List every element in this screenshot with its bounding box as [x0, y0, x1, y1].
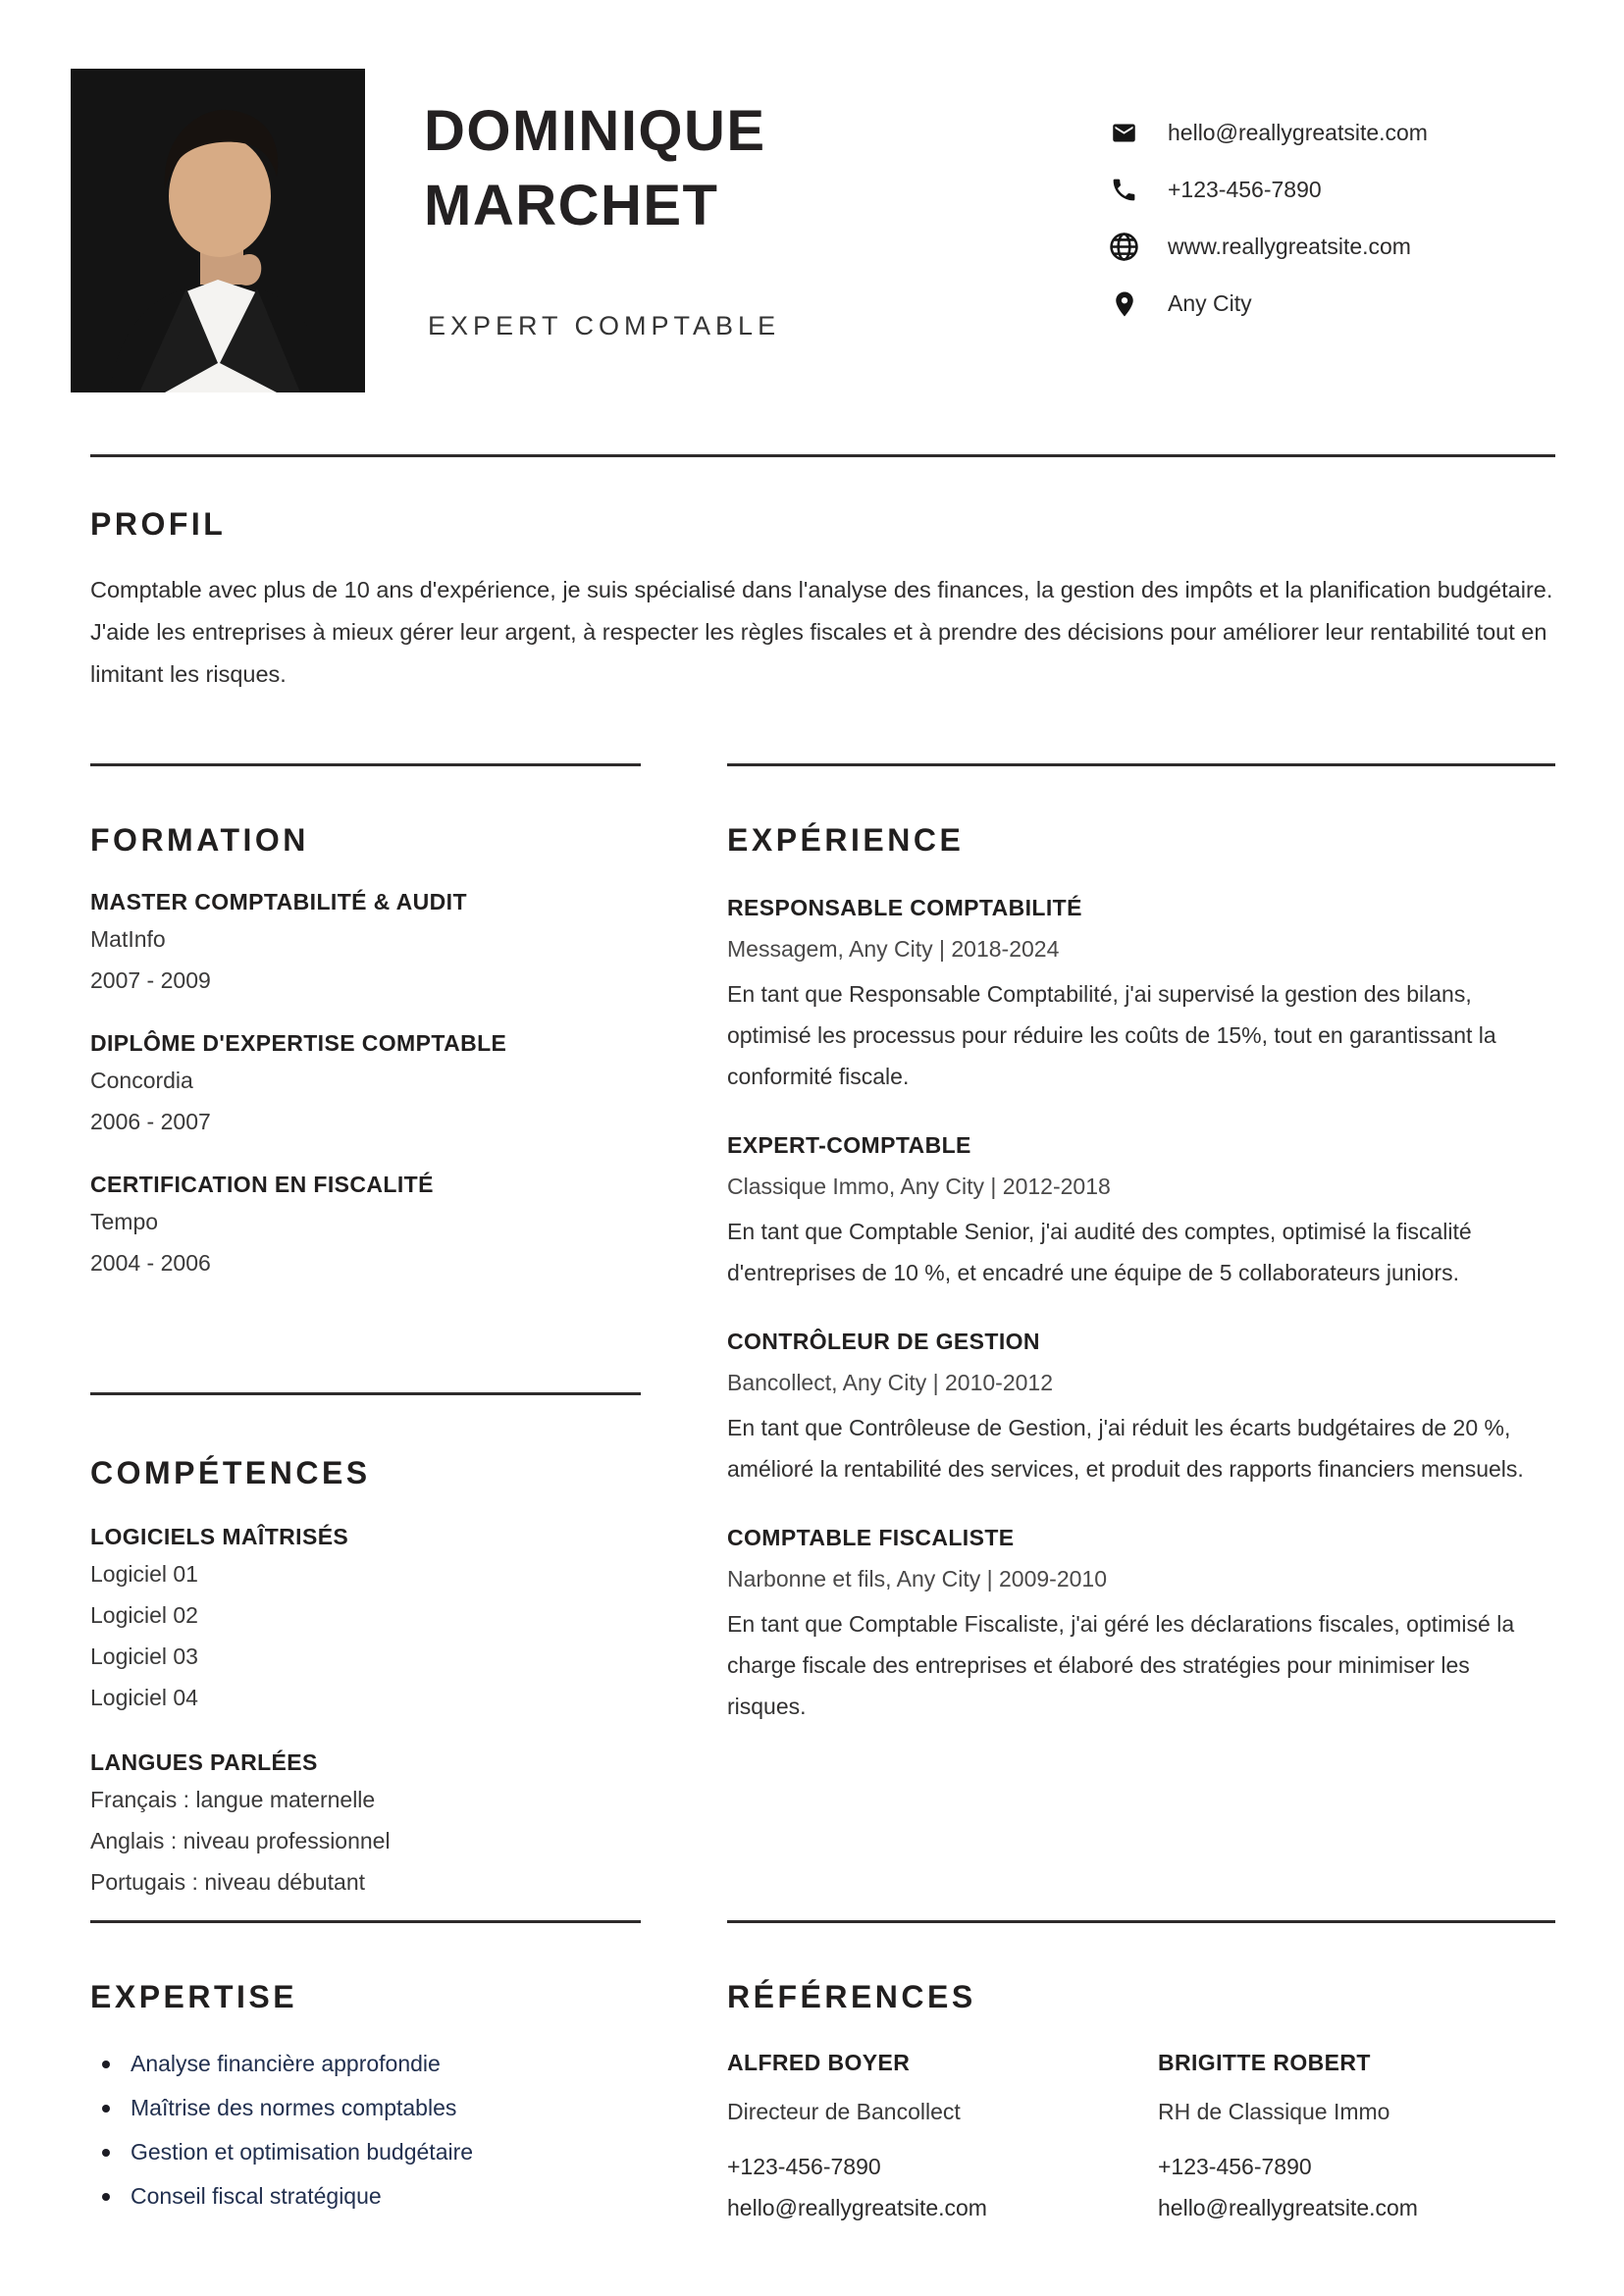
competence-item: Logiciel 04	[90, 1685, 198, 1710]
email-icon	[1107, 116, 1141, 150]
job-title: RESPONSABLE COMPTABILITÉ	[727, 895, 1082, 920]
contact-location: Any City	[1168, 290, 1252, 316]
reference-person	[727, 2046, 1158, 2224]
profil-paragraph: Comptable avec plus de 10 ans d'expérience, je suis spécialisé dans l'analyse des finances, la gestion des impôts et la planification budgétaire. J'aide les entreprises à mieux gérer leur argent, à respecter les règles fiscales et à prendre des décisions pour améliorer leur rentabilité tout en limitant les risques.	[90, 577, 1553, 687]
job-description: En tant que Comptable Fiscaliste, j'ai géré les déclarations fiscales, optimisé la charge fiscale des entreprises et élaboré des stratégies pour minimiser les risques.	[727, 1611, 1515, 1719]
reference-phone: +123-456-7890	[727, 2154, 881, 2179]
expertise-list	[90, 2042, 641, 2218]
section-heading-references: RÉFÉRENCES	[727, 1979, 976, 2014]
section-heading-expertise: EXPERTISE	[90, 1979, 298, 2014]
name-line-2: MARCHET	[424, 174, 719, 237]
contact-email: hello@reallygreatsite.com	[1168, 120, 1428, 145]
competence-item: Logiciel 01	[90, 1561, 198, 1587]
section-heading-formation: FORMATION	[90, 822, 309, 858]
formation-years: 2007 - 2009	[90, 967, 211, 993]
references-grid	[727, 2046, 1555, 2224]
formation-title: MASTER COMPTABILITÉ & AUDIT	[90, 889, 467, 914]
job-meta: Messagem, Any City | 2018-2024	[727, 936, 1060, 962]
reference-phone: +123-456-7890	[1158, 2154, 1312, 2179]
competence-item: Anglais : niveau professionnel	[90, 1828, 391, 1853]
experience-job	[727, 1128, 1555, 1293]
competences-group-logiciels	[90, 1520, 641, 1718]
experience-job	[727, 891, 1555, 1097]
formation-entry	[90, 885, 641, 1001]
contact-row-phone	[1107, 173, 1558, 207]
contact-row-email	[1107, 116, 1558, 150]
job-meta: Narbonne et fils, Any City | 2009-2010	[727, 1566, 1107, 1592]
reference-person	[1158, 2046, 1555, 2224]
reference-email: hello@reallygreatsite.com	[727, 2195, 987, 2220]
experience-job	[727, 1325, 1555, 1489]
job-description: En tant que Comptable Senior, j'ai audité des comptes, optimisé la fiscalité d'entreprises de 10 %, et encadré une équipe de 5 collaborateurs juniors.	[727, 1219, 1472, 1285]
candidate-job-title: EXPERT COMPTABLE	[428, 311, 781, 340]
section-references	[727, 1920, 1555, 2224]
competence-item: Logiciel 03	[90, 1644, 198, 1669]
contact-website: www.reallygreatsite.com	[1168, 234, 1411, 259]
expertise-item: Gestion et optimisation budgétaire	[90, 2130, 641, 2174]
job-title: COMPTABLE FISCALISTE	[727, 1525, 1015, 1550]
contact-block	[1107, 116, 1558, 343]
job-description: En tant que Contrôleuse de Gestion, j'ai réduit les écarts budgétaires de 20 %, amélioré la rentabilité des services, et produit des rapports financiers mensuels.	[727, 1415, 1524, 1482]
formation-entry	[90, 1168, 641, 1283]
reference-email: hello@reallygreatsite.com	[1158, 2195, 1418, 2220]
reference-role: Directeur de Bancollect	[727, 2099, 961, 2124]
header-divider	[90, 454, 1555, 457]
candidate-name	[424, 94, 766, 243]
contact-phone: +123-456-7890	[1168, 177, 1322, 202]
job-meta: Classique Immo, Any City | 2012-2018	[727, 1174, 1111, 1199]
competences-group-langues	[90, 1746, 641, 1903]
formation-org: MatInfo	[90, 926, 166, 952]
formation-entry	[90, 1026, 641, 1142]
contact-row-website	[1107, 230, 1558, 264]
competence-item: Logiciel 02	[90, 1602, 198, 1628]
portrait-illustration	[71, 69, 365, 392]
section-competences	[90, 1392, 641, 1903]
section-heading-competences: COMPÉTENCES	[90, 1455, 371, 1490]
expertise-item: Conseil fiscal stratégique	[90, 2174, 641, 2218]
competence-item: Français : langue maternelle	[90, 1787, 376, 1812]
competence-item: Portugais : niveau débutant	[90, 1869, 366, 1895]
formation-years: 2004 - 2006	[90, 1250, 211, 1276]
section-heading-experience: EXPÉRIENCE	[727, 822, 965, 858]
formation-years: 2006 - 2007	[90, 1109, 211, 1134]
competences-group-title: LOGICIELS MAÎTRISÉS	[90, 1524, 349, 1549]
formation-title: DIPLÔME D'EXPERTISE COMPTABLE	[90, 1030, 507, 1056]
section-expertise	[90, 1920, 641, 2218]
section-formation	[90, 763, 641, 1283]
globe-icon	[1107, 230, 1141, 264]
reference-name: BRIGITTE ROBERT	[1158, 2050, 1371, 2075]
expertise-item: Maîtrise des normes comptables	[90, 2086, 641, 2130]
main-columns	[90, 763, 1555, 2296]
section-experience	[727, 763, 1555, 1727]
job-title: EXPERT-COMPTABLE	[727, 1132, 971, 1158]
reference-name: ALFRED BOYER	[727, 2050, 911, 2075]
formation-org: Tempo	[90, 1209, 159, 1234]
phone-icon	[1107, 173, 1141, 207]
formation-title: CERTIFICATION EN FISCALITÉ	[90, 1172, 434, 1197]
contact-row-location	[1107, 287, 1558, 321]
profile-photo	[71, 69, 365, 392]
expertise-item: Analyse financière approfondie	[90, 2042, 641, 2086]
job-title: CONTRÔLEUR DE GESTION	[727, 1329, 1040, 1354]
competences-group-title: LANGUES PARLÉES	[90, 1749, 318, 1775]
location-pin-icon	[1107, 287, 1141, 321]
formation-org: Concordia	[90, 1068, 193, 1093]
experience-job	[727, 1521, 1555, 1727]
reference-role: RH de Classique Immo	[1158, 2099, 1390, 2124]
name-line-1: DOMINIQUE	[424, 99, 766, 163]
job-meta: Bancollect, Any City | 2010-2012	[727, 1370, 1054, 1395]
job-description: En tant que Responsable Comptabilité, j'ai supervisé la gestion des bilans, optimisé les processus pour réduire les coûts de 15%, tout en garantissant la conformité fiscale.	[727, 981, 1496, 1089]
section-heading-profil: PROFIL	[90, 506, 227, 542]
